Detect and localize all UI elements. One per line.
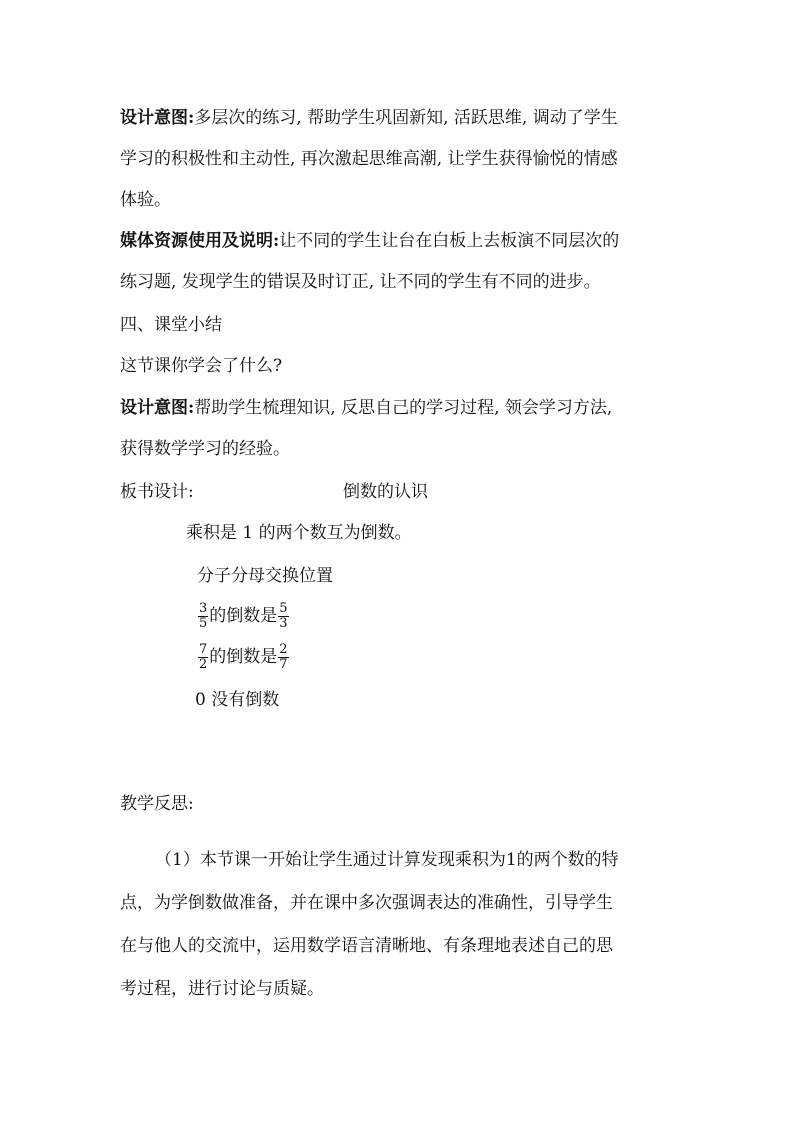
section-heading-summary: 四、课堂小结: [120, 315, 222, 335]
fraction-5-3: $\frac{5}{3}$: [279, 601, 288, 631]
board-design-label: 板书设计:: [120, 482, 194, 502]
reflection-line-3: 在与他人的交流中，运用数学语言清晰地、有条理地表述自己的思: [120, 936, 613, 956]
reciprocal-text-2: 的倒数是: [209, 647, 278, 667]
design-intent-line-1: [120, 106, 618, 130]
fraction-3-5: $\frac{3}{5}$: [199, 601, 208, 631]
reflection-line-2: 点，为学倒数做准备，并在课中多次强调表达的准确性，引导学生: [120, 893, 613, 913]
reflection-line-4: 考过程，进行讨论与质疑。: [120, 979, 324, 999]
design-intent-text: 多层次的练习, 帮助学生巩固新知, 活跃思维, 调动了学生: [194, 108, 618, 128]
design-intent-label: 设计意图:: [120, 108, 195, 128]
design-intent-2-line-1: [120, 396, 612, 420]
reciprocal-text-1: 的倒数是: [209, 606, 278, 626]
board-example-2: [197, 643, 290, 672]
fraction-7-2: $\frac{7}{2}$: [199, 642, 208, 672]
media-usage-label: 媒体资源使用及说明:: [120, 231, 280, 251]
reflection-heading: 教学反思:: [120, 794, 194, 814]
fraction-2-7: $\frac{2}{7}$: [279, 642, 288, 672]
media-usage-line-2: 练习题, 发现学生的错误及时订正, 让不同的学生有不同的进步。: [120, 272, 601, 292]
design-intent-2-line-2: 获得数学学习的经验。: [120, 439, 290, 459]
media-usage-line-1: [120, 229, 619, 253]
board-definition: 乘积是 1 的两个数互为倒数。: [186, 523, 412, 543]
board-example-1: [197, 602, 290, 631]
board-method: 分子分母交换位置: [197, 566, 333, 586]
board-zero-note: 0 没有倒数: [195, 690, 280, 710]
media-usage-text: 让不同的学生让台在白板上去板演不同层次的: [279, 231, 620, 251]
reflection-line-1: （1）本节课一开始让学生通过计算发现乘积为1的两个数的特: [155, 850, 619, 870]
design-intent-line-3: 体验。: [120, 190, 171, 210]
design-intent-line-2: 学习的积极性和主动性, 再次激起思维高潮, 让学生获得愉悦的情感: [120, 149, 618, 169]
summary-question: 这节课你学会了什么?: [120, 356, 283, 376]
board-title: 倒数的认识: [343, 482, 428, 502]
design-intent-2-label: 设计意图:: [120, 398, 195, 418]
design-intent-2-text: 帮助学生梳理知识, 反思自己的学习过程, 领会学习方法,: [194, 398, 613, 418]
